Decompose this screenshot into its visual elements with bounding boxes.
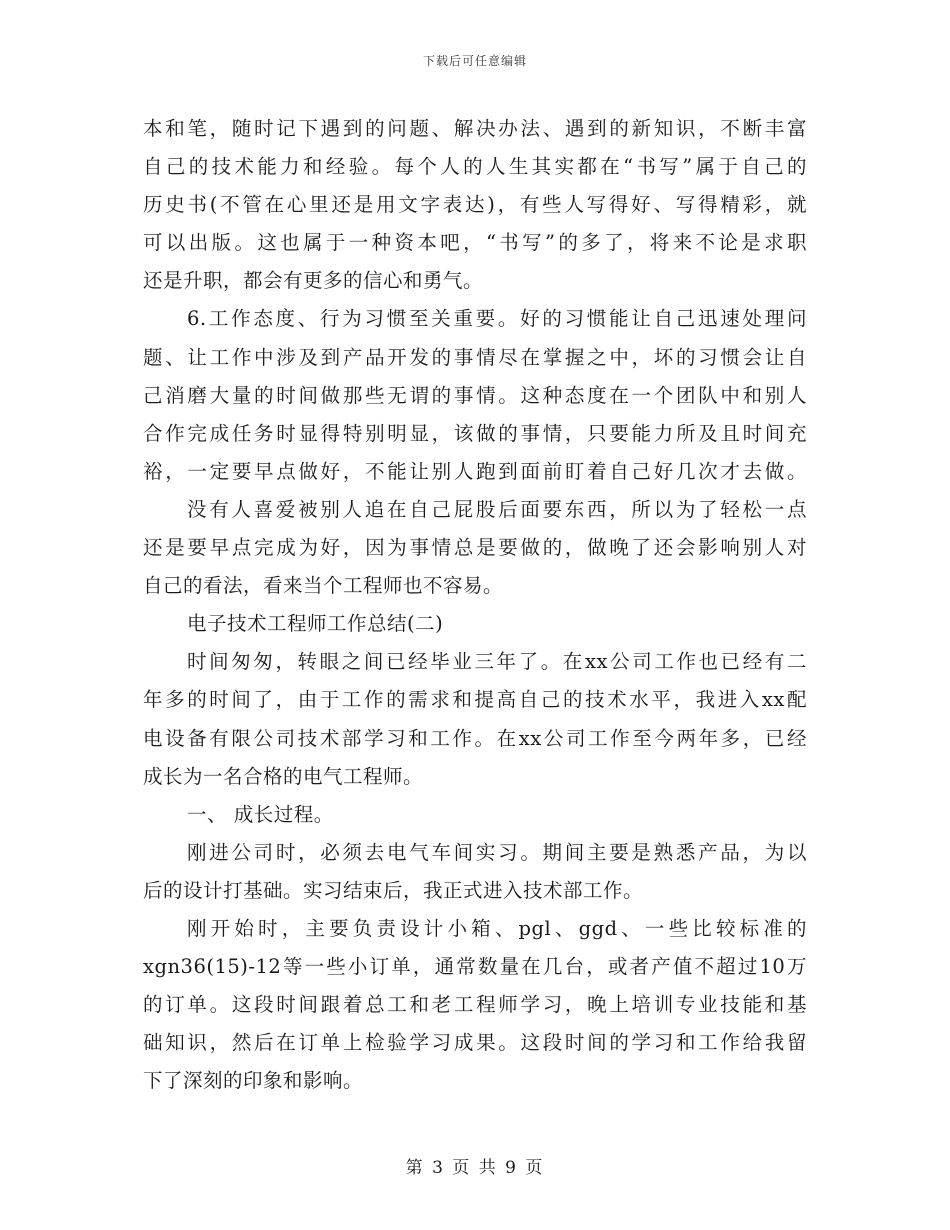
text-line: 还是要早点完成为好，因为事情总是要做的，做晚了还会影响别人对 [143,536,807,560]
subsection-heading: 一、 成长过程。 [187,802,334,826]
text-line: 时间匆匆，转眼之间已经毕业三年了。在xx公司工作也已经有二 [187,650,807,674]
text-line: 电设备有限公司技术部学习和工作。在xx公司工作至今两年多，已经 [143,726,807,750]
page-number-footer: 第 3 页 共 9 页 [405,1158,545,1178]
text-line: 本和笔，随时记下遇到的问题、解决办法、遇到的新知识，不断丰富 [143,117,807,140]
text-line: 下了深刻的印象和影响。 [143,1069,364,1093]
text-line: 可以出版。这也属于一种资本吧，“书写”的多了，将来不论是求职 [143,231,807,255]
text-line: 合作完成任务时显得特别明显，该做的事情，只要能力所及且时间充 [143,421,807,445]
text-line: 后的设计打基础。实习结束后，我正式进入技术部工作。 [143,878,644,902]
text-line: 刚开始时，主要负责设计小箱、pgl、ggd、一些比较标准的 [187,916,807,940]
text-line: 刚进公司时，必须去电气车间实习。期间主要是熟悉产品，为以 [187,840,807,864]
page-header: 下载后可任意编辑 [422,54,527,68]
text-line: 还是升职，都会有更多的信心和勇气。 [143,269,484,293]
text-line: 6.工作态度、行为习惯至关重要。好的习惯能让自己迅速处理问 [187,307,807,331]
text-line: xgn36(15)-12等一些小订单，通常数量在几台，或者产值不超过10万 [143,955,807,979]
document-body [143,110,807,1100]
text-line: 的订单。这段时间跟着总工和老工程师学习，晚上培训专业技能和基 [143,993,807,1017]
text-line: 自己的看法，看来当个工程师也不容易。 [143,574,504,598]
text-line: 历史书(不管在心里还是用文字表达)，有些人写得好、写得精彩，就 [143,193,807,217]
text-line: 自己的技术能力和经验。每个人的人生其实都在“书写”属于自己的 [143,155,807,179]
text-line: 己消磨大量的时间做那些无谓的事情。这种态度在一个团队中和别人 [143,383,807,407]
text-line: 题、让工作中涉及到产品开发的事情尽在掌握之中，坏的习惯会让自 [143,345,807,369]
text-line: 年多的时间了，由于工作的需求和提高自己的技术水平，我进入xx配 [143,688,807,712]
section-heading: 电子技术工程师工作总结(二) [187,612,444,636]
text-line: 础知识，然后在订单上检验学习成果。这段时间的学习和工作给我留 [143,1031,807,1055]
text-line: 没有人喜爱被别人追在自己屁股后面要东西，所以为了轻松一点 [187,497,807,521]
text-line: 裕，一定要早点做好，不能让别人跑到面前盯着自己好几次才去做。 [143,459,807,483]
text-line: 成长为一名合格的电气工程师。 [143,764,424,788]
